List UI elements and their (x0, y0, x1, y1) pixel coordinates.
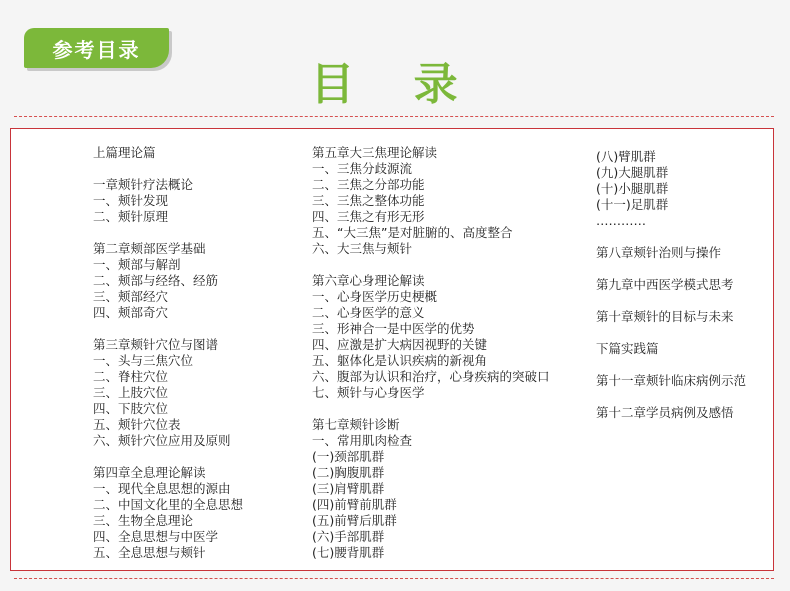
toc-entry: 一、三焦分歧源流 (312, 161, 413, 176)
toc-entry: 二、脊柱穴位 (93, 369, 169, 384)
toc-entry: 二、心身医学的意义 (312, 305, 425, 320)
toc-entry: (十一)足肌群 (596, 197, 669, 212)
spacer (93, 321, 243, 337)
toc-column-3 (596, 149, 746, 437)
toc-entry: 二、三焦之分部功能 (312, 177, 425, 192)
toc-column-1 (93, 145, 243, 561)
toc-entry: 七、颊针与心身医学 (312, 385, 425, 400)
toc-entry: 四、三焦之有形无形 (312, 209, 425, 224)
toc-panel (10, 128, 774, 571)
toc-entry: 二、颊部与经络、经筋 (93, 273, 219, 288)
divider-bottom (14, 578, 774, 579)
spacer (312, 257, 550, 273)
toc-entry: 第七章颊针诊断 (312, 417, 400, 432)
toc-entry: 第二章颊部医学基础 (93, 241, 206, 256)
toc-entry: ………… (596, 213, 646, 228)
toc-entry: 五、“大三焦”是对脏腑的、高度整合 (312, 225, 513, 240)
spacer (93, 161, 243, 177)
toc-entry: 一、现代全息思想的源由 (93, 481, 231, 496)
toc-chapter: 第十二章学员病例及感悟 (596, 405, 734, 420)
toc-entry: 六、颊针穴位应用及原则 (93, 433, 231, 448)
toc-muscle-list (596, 149, 746, 229)
toc-entry: 六、腹部为认识和治疗，心身疾病的突破口 (312, 369, 550, 384)
toc-entry: 五、躯体化是认识疾病的新视角 (312, 353, 488, 368)
toc-entry: 一章颊针疗法概论 (93, 177, 194, 192)
toc-chapter: 下篇实践篇 (596, 341, 659, 356)
toc-entry: 一、颊部与解剖 (93, 257, 181, 272)
toc-entry: (八)臂肌群 (596, 149, 656, 164)
divider-top (14, 116, 774, 117)
toc-entry: 第五章大三焦理论解读 (312, 145, 438, 160)
toc-entry: 三、生物全息理论 (93, 513, 194, 528)
toc-entry: 三、三焦之整体功能 (312, 193, 425, 208)
toc-entry: (五)前臂后肌群 (312, 513, 397, 528)
toc-entry: (二)胸腹肌群 (312, 465, 385, 480)
toc-entry: (一)颈部肌群 (312, 449, 385, 464)
toc-entry: 一、心身医学历史梗概 (312, 289, 438, 304)
toc-entry: (三)肩臂肌群 (312, 481, 385, 496)
toc-entry: 第四章全息理论解读 (93, 465, 206, 480)
toc-entry: 四、下肢穴位 (93, 401, 169, 416)
toc-entry: (六)手部肌群 (312, 529, 385, 544)
toc-chapter: 第十章颊针的目标与未来 (596, 309, 734, 324)
toc-entry: 一、常用肌肉检查 (312, 433, 413, 448)
toc-entry: 四、全息思想与中医学 (93, 529, 219, 544)
toc-entry: 四、颊部奇穴 (93, 305, 169, 320)
toc-entry: 五、颊针穴位表 (93, 417, 181, 432)
toc-entry: 三、形神合一是中医学的优势 (312, 321, 475, 336)
toc-entry: 二、中国文化里的全息思想 (93, 497, 244, 512)
toc-entry: 三、上肢穴位 (93, 385, 169, 400)
spacer (596, 229, 746, 245)
toc-entry: 二、颊针原理 (93, 209, 169, 224)
toc-column-2 (312, 145, 550, 561)
toc-entry: 四、应激是扩大病因视野的关键 (312, 337, 488, 352)
toc-entry: 第六章心身理论解读 (312, 273, 425, 288)
spacer (312, 401, 550, 417)
toc-entry: (十)小腿肌群 (596, 181, 669, 196)
toc-entry: (七)腰背肌群 (312, 545, 385, 560)
spacer (93, 449, 243, 465)
toc-entry: (九)大腿肌群 (596, 165, 669, 180)
toc-entry: 第三章颊针穴位与图谱 (93, 337, 219, 352)
toc-chapter: 第八章颊针治则与操作 (596, 245, 722, 260)
toc-chapter: 第十一章颊针临床病例示范 (596, 373, 747, 388)
toc-entry: 一、头与三焦穴位 (93, 353, 194, 368)
toc-entry: 五、全息思想与颊针 (93, 545, 206, 560)
page-title: 目 录 (310, 59, 480, 110)
section-tag: 参考目录 (24, 28, 169, 68)
spacer (93, 225, 243, 241)
toc-entry: (四)前臂前肌群 (312, 497, 397, 512)
toc-entry: 上篇理论篇 (93, 145, 156, 160)
toc-entry: 三、颊部经穴 (93, 289, 169, 304)
toc-entry: 一、颊针发现 (93, 193, 169, 208)
toc-chapter-list (596, 245, 746, 437)
toc-chapter: 第九章中西医学模式思考 (596, 277, 734, 292)
toc-entry: 六、大三焦与颊针 (312, 241, 413, 256)
